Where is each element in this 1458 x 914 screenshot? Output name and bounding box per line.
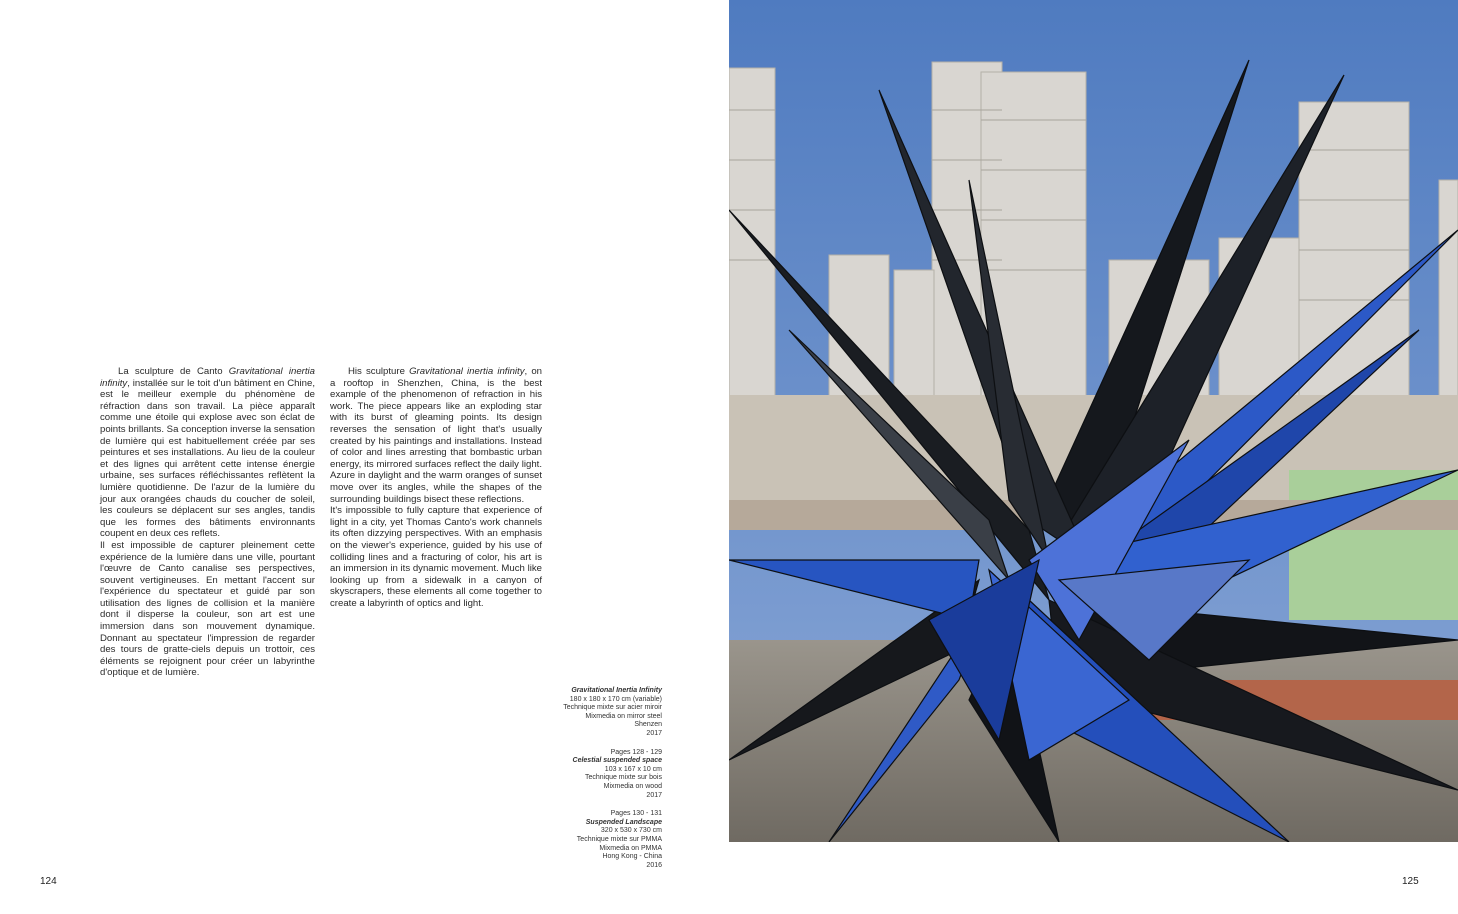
caption-line: Technique mixte sur PMMA: [576, 835, 662, 843]
caption-line: 320 x 530 x 730 cm: [600, 827, 662, 835]
caption-line: Shenzen: [634, 721, 662, 729]
english-paragraph-2: It's impossible to fully capture that experience of light in a city, yet Thomas Canto's work channels its often dizzying perspectives. With an emphasis on the viewer's experience, guided by his use of colliding lines and a fracturing of color, his art is an immersion in its dynamic movement. Much like looking up from a sidewalk in a canyon of skyscrapers, these elements all come together to create a labyrinth of optics and light.: [330, 505, 542, 609]
tower: [894, 270, 934, 400]
caption-block-1: [462, 687, 662, 739]
french-paragraph-1: La sculpture de Canto Gravitational inertia infinity, installée sur le toit d'un bâtiment en Chine, est le meilleur exemple du phénomène de réfraction dans son travail. La pièce apparaît comme une étoile qui explose avec son éclat de points brillants. Sa conception inverse la sensation de lumière qui est habituellement créée par ses peintures et ses installations. Au lieu de la couleur et des lignes qui arrêtent cette intense énergie urbaine, ses surfaces réfléchissantes reflètent la lumière quotidienne. De l'azur de la lumière du jour aux orangées chauds du coucher de soleil, les couleurs se déplacent sur ses angles, tandis que les formes des bâtiments environnants coupent en deux ces reflets.: [100, 366, 315, 540]
caption-line: Hong Kong - China: [602, 853, 662, 861]
french-text-column: [100, 366, 315, 679]
page-number-right: 125: [1402, 876, 1419, 887]
english-text-column: [330, 366, 542, 609]
artwork-captions: [462, 687, 662, 880]
caption-line: 2016: [646, 861, 662, 869]
caption-line: 2017: [646, 729, 662, 737]
caption-line: Technique mixte sur bois: [584, 774, 662, 782]
caption-block-2: [462, 749, 662, 801]
caption-pages: Pages 128 - 129: [610, 748, 662, 756]
caption-title: Celestial suspended space: [572, 757, 662, 765]
caption-line: Mixmedia on mirror steel: [585, 712, 662, 720]
caption-line: Mixmedia on wood: [603, 782, 662, 790]
tower: [729, 68, 775, 398]
caption-line: 2017: [646, 791, 662, 799]
french-paragraph-2: Il est impossible de capturer pleinement cette expérience de la lumière dans une ville, pourtant l'œuvre de Canto canalise ses perspectives, souvent vertigineuses. En mettant l'accent sur l'expérience du spectateur et guidé par son utilisation des lignes de collision et la manière dont il disperse la couleur, son art est une immersion dans son mouvement dynamique. Donnant au spectateur l'impression de regarder des tours de gratte-ciels depuis un trottoir, ces éléments se rejoignent pour créer un labyrinthe d'optique et de lumière.: [100, 539, 315, 679]
caption-pages: Pages 130 - 131: [610, 810, 662, 818]
caption-line: 180 x 180 x 170 cm (variable): [569, 695, 662, 703]
sculpture-photo: [729, 0, 1458, 842]
caption-title: Suspended Landscape: [585, 818, 662, 826]
caption-line: 103 x 167 x 10 cm: [604, 765, 662, 773]
page-number-left: 124: [40, 876, 57, 887]
english-paragraph-1: His sculpture Gravitational inertia infinity, on a rooftop in Shenzhen, China, is the best example of the phenomenon of refraction in his work. The piece appears like an exploding star with its burst of gleaming points. Its design reverses the sensation of light that's usually created by his paintings and installations. Instead of color and lines arresting that bombastic urban energy, its mirrored surfaces reflect the daily light. Azure in daylight and the warm oranges of sunset move over its angles, while the shapes of the surrounding buildings bisect these reflections.: [330, 366, 542, 505]
caption-title: Gravitational Inertia Infinity: [571, 687, 662, 694]
caption-block-3: [462, 810, 662, 870]
caption-line: Mixmedia on PMMA: [599, 844, 662, 852]
caption-line: Technique mixte sur acier miroir: [563, 704, 662, 712]
tower: [1439, 180, 1458, 410]
